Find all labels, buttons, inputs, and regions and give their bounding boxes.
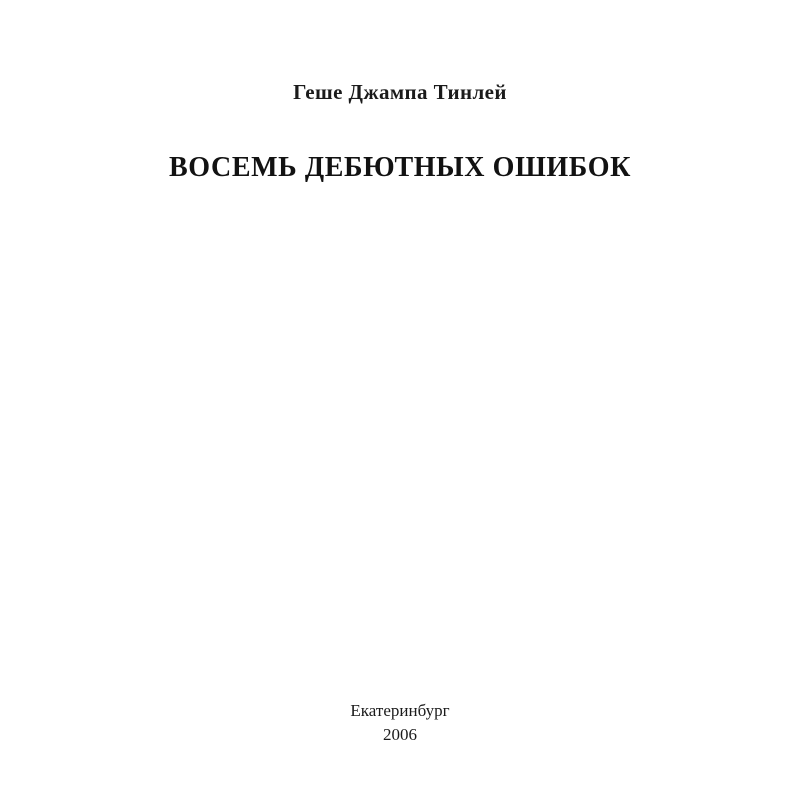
publication-city: Екатеринбург [350,700,450,720]
author-name: Геше Джампа Тинлей [293,80,507,104]
title-block [0,80,800,185]
publication-year: 2006 [383,725,417,745]
book-title: ВОСЕМЬ ДЕБЮТНЫХ ОШИБОК [169,152,631,184]
imprint-block [0,699,800,748]
